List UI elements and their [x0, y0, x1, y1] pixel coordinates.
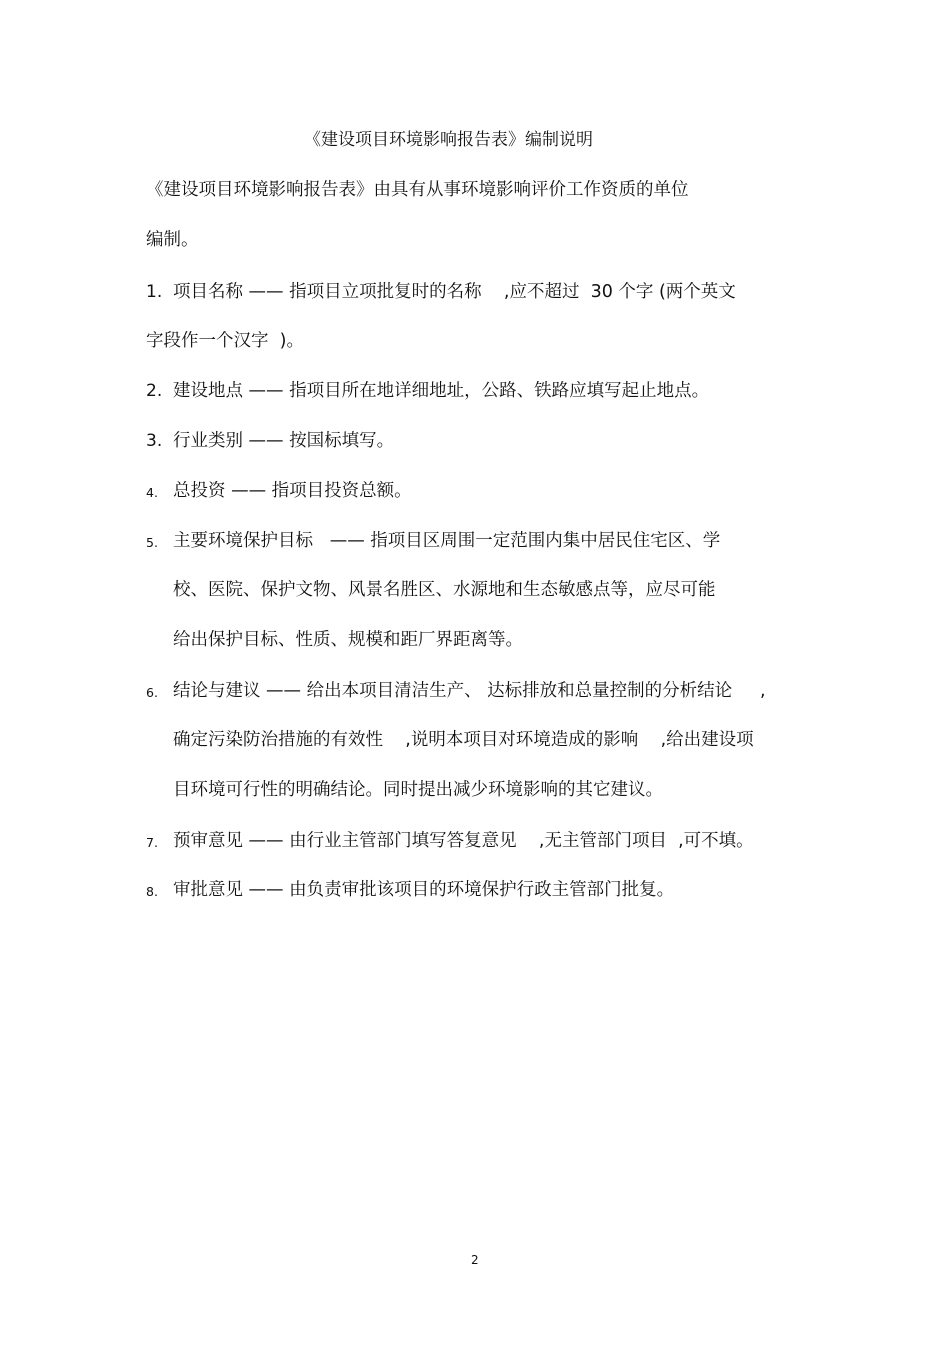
document-title: 《建设项目环境影响报告表》编制说明 — [304, 130, 593, 150]
item-5-number: 5. — [146, 535, 158, 550]
item-7-number: 7. — [146, 835, 158, 850]
item-1-number: 1. — [146, 282, 163, 302]
intro-line-2: 编制。 — [146, 230, 199, 250]
item-3-number: 3. — [146, 431, 163, 451]
item-2-line-1: 建设地点 —— 指项目所在地详细地址，公路、铁路应填写起止地点。 — [173, 381, 710, 401]
item-6-line-1: 结论与建议 —— 给出本项目清洁生产、 达标排放和总量控制的分析结论 , — [173, 681, 766, 701]
item-6-number: 6. — [146, 685, 158, 700]
item-3-line-1: 行业类别 —— 按国标填写。 — [173, 431, 395, 451]
item-5-line-2: 校、医院、保护文物、风景名胜区、水源地和生态敏感点等，应尽可能 — [173, 580, 716, 600]
item-7-line-1: 预审意见 —— 由行业主管部门填写答复意见 ,无主管部门项目 ,可不填。 — [173, 831, 754, 851]
intro-line-1: 《建设项目环境影响报告表》由具有从事环境影响评价工作资质的单位 — [146, 180, 689, 200]
item-5-line-3: 给出保护目标、性质、规模和距厂界距离等。 — [173, 630, 523, 650]
item-8-line-1: 审批意见 —— 由负责审批该项目的环境保护行政主管部门批复。 — [173, 880, 675, 900]
item-5-line-1: 主要环境保护目标 —— 指项目区周围一定范围内集中居民住宅区、学 — [173, 531, 721, 551]
item-4-number: 4. — [146, 485, 158, 500]
page-number: 2 — [471, 1253, 479, 1267]
item-2-number: 2. — [146, 381, 163, 401]
item-1-line-2: 字段作一个汉字 )。 — [146, 331, 304, 351]
item-6-line-3: 目环境可行性的明确结论。同时提出减少环境影响的其它建议。 — [173, 780, 663, 800]
item-8-number: 8. — [146, 884, 158, 899]
item-4-line-1: 总投资 —— 指项目投资总额。 — [173, 481, 412, 501]
item-6-line-2: 确定污染防治措施的有效性 ,说明本项目对环境造成的影响 ,给出建设项 — [173, 730, 754, 750]
item-1-line-1: 项目名称 —— 指项目立项批复时的名称 ,应不超过 30 个字 (两个英文 — [173, 282, 736, 302]
